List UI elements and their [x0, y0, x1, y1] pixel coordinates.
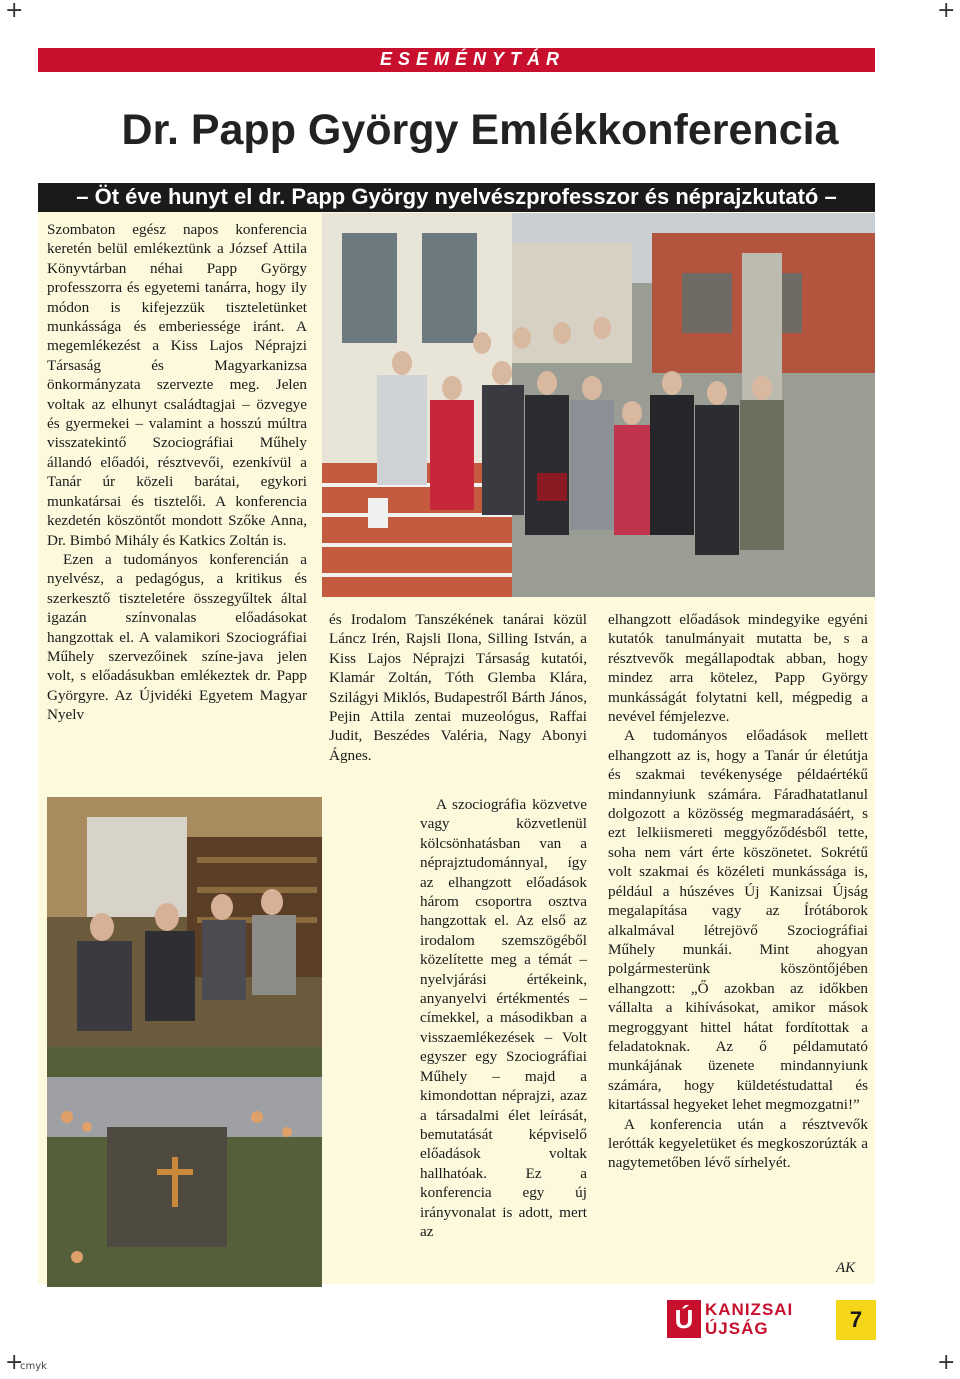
- article-column-2: [329, 610, 587, 765]
- crop-mark: +: [937, 0, 956, 23]
- group-photo: [322, 213, 875, 597]
- section-bar: [38, 48, 875, 72]
- newspaper-logo: [667, 1300, 797, 1342]
- library-photo: [47, 797, 322, 1287]
- logo-mark: Ú: [667, 1300, 701, 1338]
- article-column-2-continued: [420, 795, 587, 1241]
- paragraph: elhangzott előadások mindegyike egyéni kutatók tanulmányait mutatta be, s a résztvevők megállapodtak abban, hogy mindez arra kötelez, Papp György munkásságát folytatni kell, mégpedig a nevével fémjelezve.: [608, 611, 868, 726]
- paragraph: és Irodalom Tanszékének tanárai közül Láncz Irén, Rajsli Ilona, Silling István, a Kiss Lajos Néprajzi Társaság kutatói, Klamár Zoltán, Tóth Glemba Klára, Szilágyi Miklós, Budapestről Bárth János, Pejin Attila zentai muzeológus, Raffai Judit, Beszédes Valéria, Nagy Abonyi Ágnes.: [329, 611, 587, 764]
- article-subtitle: – Öt éve hunyt el dr. Papp György nyelvészprofesszor és néprajzkutató –: [76, 184, 837, 209]
- print-mark: cmyk: [20, 1361, 47, 1372]
- paragraph: A tudományos előadások mellett elhangzott az is, hogy a Tanár úr életútja és szakmai tevékenysége példaértékű mindannyiunk számára. Fáradhatatlanul dolgozott a közösség megmaradásáért, s ezt lelkiismereti meggyőződésből tette, soha nem várt érte köszönetet. Sokrétű volt szakmai és közéleti munkássága is, például a húszéves Új Kanizsai Újság megalapítása vagy az Írótáborok alkalmával létrejövő Szociográfiai Műhely munkái. Mint ahogyan polgármesterünk köszöntőjében elhangzott: „Ő azokban az időkben vállalta a kihívásokat, amikor mások megroggyant hittel hátat fordítottak a feladatoknak. Az ő példamutató munkájának üzenete mindannyiunk számára, hogy küldetéstudattal és kitartással hegyeket lehet megmozgatni!”: [608, 727, 868, 1114]
- author-signature: AK: [836, 1260, 856, 1276]
- paragraph: Szombaton egész napos konferencia keretén belül emlékeztünk a József Attila Könyvtárban néhai Papp György professzorra és egyetemi tanárra, hogy ily módon is kifejezzük tiszteletünket munkássága és emberiessége iránt. A megemlékezést a Kiss Lajos Néprajzi Társaság és Magyarkanizsa önkormányzata szervezte meg. Jelen voltak az elhunyt családtagjai – özvegye és gyermekei – valamint a hosszú múltra visszatekintő Szociográfiai Műhely állandó előadói, résztvevői, ezenkívül a Tanár úr közeli barátai, egykori munkatársai és tisztelői. A konferencia kezdetén köszöntőt mondott Szőke Anna, Dr. Bimbó Mihály és Katkics Zoltán is.: [47, 221, 307, 549]
- logo-line-2: ÚJSÁG: [705, 1319, 769, 1338]
- crop-mark: +: [937, 1350, 956, 1375]
- logo-line-1: KANIZSAI: [705, 1300, 794, 1319]
- paragraph: A konferencia után a résztvevők lerótták kegyeletüket és megkoszorúzták a nagytemetőben lévő sírhelyét.: [608, 1115, 868, 1172]
- article-column-1: [47, 220, 307, 725]
- section-label: ESEMÉNYTÁR: [379, 49, 565, 69]
- subtitle-bar: [38, 183, 875, 212]
- crop-mark: +: [5, 1350, 24, 1375]
- crop-mark: +: [5, 0, 24, 23]
- paragraph: Ezen a tudományos konferencián a nyelvész, a pedagógus, a kritikus és szerkesztő tiszteletére összegyűltek által igazán színvonalas előadásokat hangzottak el. A valamikori Szociográfiai Műhely szervezőinek színe-java jelen volt, s előadásukban emlékeztek dr. Papp Györgyre. Az Újvidéki Egyetem Magyar Nyelv: [47, 550, 307, 724]
- article-column-3: [608, 610, 868, 1173]
- paragraph: A szociográfia közvetve vagy közvetlenül kölcsönhatásban van a néprajztudománnyal, így az elhangzott előadások három csoportra osztva hangzottak el. Az első az irodalom szemszögéből közelítette meg a témát – nyelvjárási értékeink, anyanyelvi értékmentés – címekkel, a másodikban a visszaemlékezések – Volt egyszer egy Szociográfiai Műhely – majd a kimondottan néprajzi, azaz a társadalmi élet leírását, bemutatását képviselő előadások voltak hallhatóak. Ez a konferencia egy új irányvonalat is adott, mert az: [420, 796, 587, 1240]
- article-title: Dr. Papp György Emlékkonferencia: [121, 106, 839, 154]
- page-number: 7: [836, 1300, 876, 1340]
